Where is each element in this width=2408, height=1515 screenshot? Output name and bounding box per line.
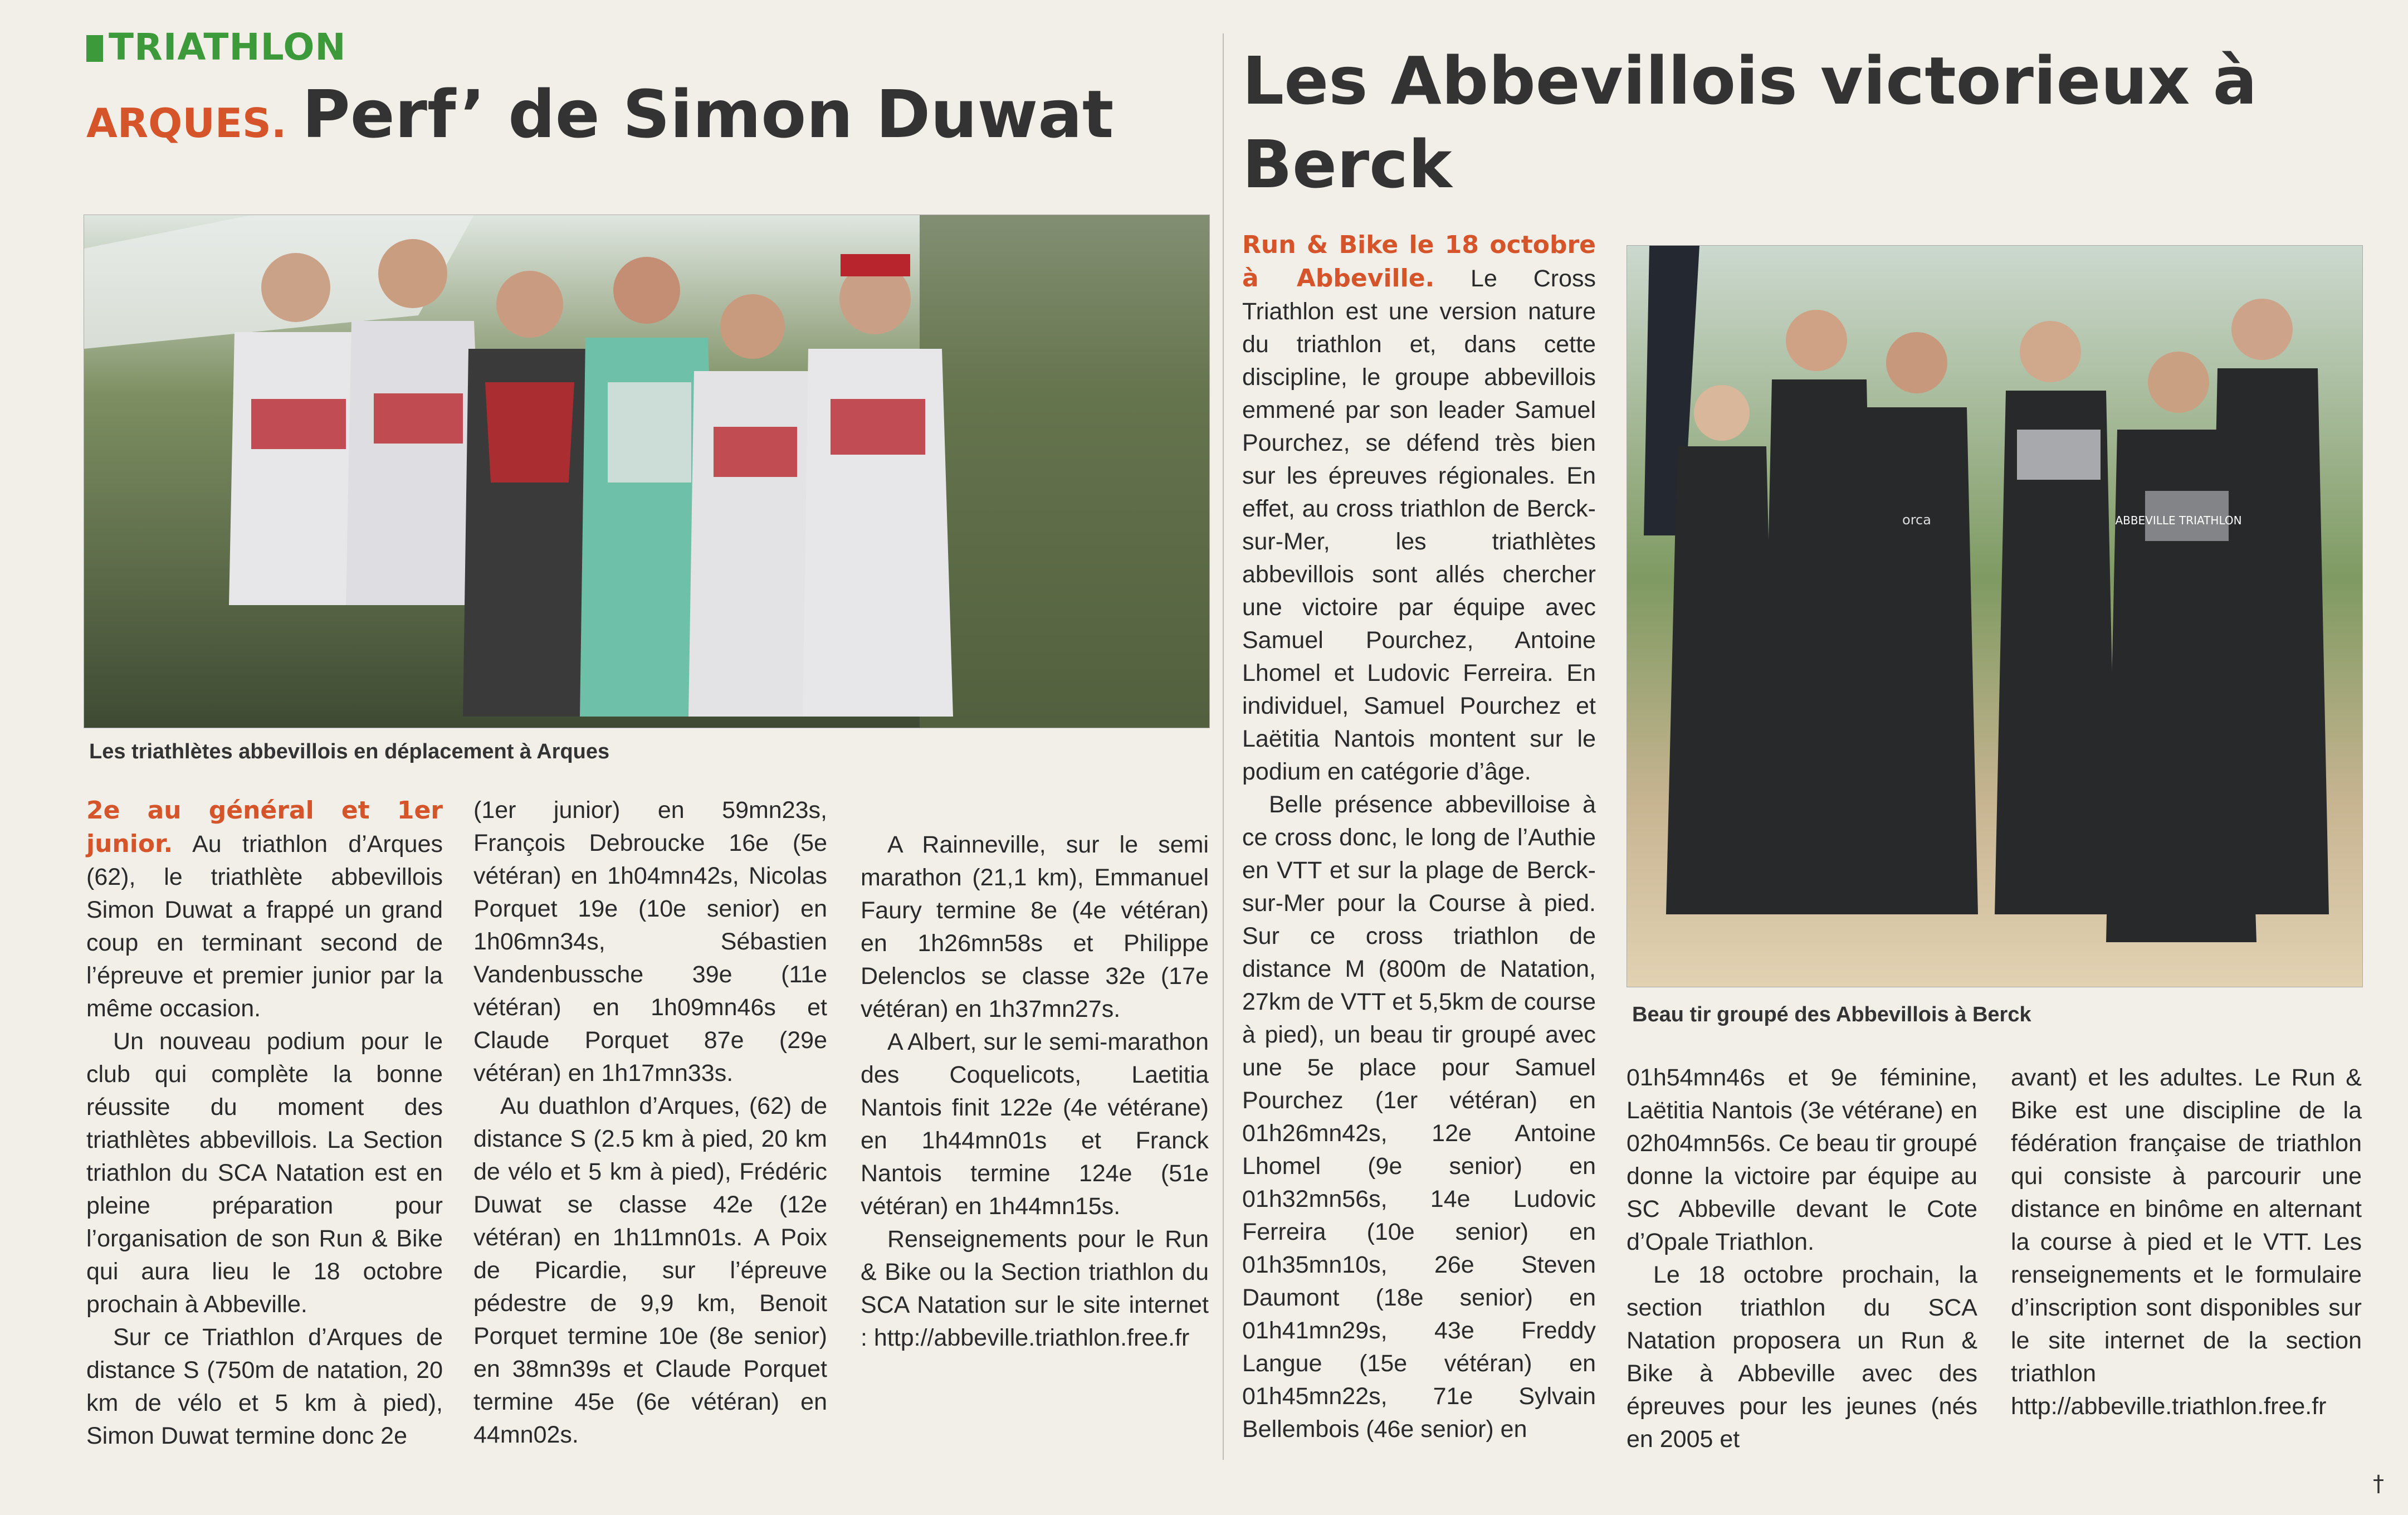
left-col3-para-2: A Albert, sur le semi-marathon des Coquelicots, Laetitia Nantois finit 122e (4e vétérane) en 1h44mn01s et Franck Nantois termine 124e (51e vétéran) en 1h44mn15s. — [861, 1029, 1209, 1220]
left-col3-para-1: A Rainneville, sur le semi marathon (21,1 km), Emmanuel Faury termine 8e (4e vétéran) en 1h26mn58s et Philippe Delenclos se classe 32e (17e vétéran) en 1h37mn27s. — [861, 831, 1209, 1022]
right-col2-para-1: 01h54mn46s et 9e féminine, Laëtitia Nantois (3e vétérane) en 02h04mn56s. Ce beau tir groupé donne la victoire par équipe au SC Abbeville devant le Cote d’Opale Triathlon. — [1627, 1064, 1977, 1255]
left-title: Perf’ de Simon Duwat — [302, 76, 1114, 153]
left-headline — [86, 72, 1113, 177]
left-col1-para-2: Un nouveau podium pour le club qui complète la bonne réussite du moment des triathlètes abbevillois. La Section triathlon du SCA Natation est en pleine préparation pour l’organisation de son Run & Bike qui aura lieu le 18 octobre prochain à Abbeville. — [86, 1028, 443, 1318]
right-col1-p1-text: Le Cross Triathlon est une version nature du triathlon et, dans cette discipline, le groupe abbevillois emmené par son leader Samuel Pourchez, se défend très bien sur les épreuves régionales. En effet, au cross triathlon de Berck-sur-Mer, les triathlètes abbevillois sont allés chercher une victoire par équipe avec Samuel Pourchez, Antoine Lhomel et Ludovic Ferreira. En individuel, Samuel Pourchez et Laëtitia Nantois montent sur le podium en catégorie d’âge. — [1242, 265, 1596, 785]
rubric-label: TRIATHLON — [109, 26, 346, 69]
right-col1-para-1 — [1242, 228, 1596, 788]
left-photo — [84, 215, 1210, 728]
suit-brand-text: orca — [1902, 512, 1931, 528]
left-kicker: ARQUES. — [86, 100, 287, 147]
right-title: Les Abbevillois victorieux à Berck — [1242, 42, 2258, 203]
right-col-3 — [2011, 1061, 2362, 1423]
right-photo-caption: Beau tir groupé des Abbevillois à Berck — [1632, 1003, 2031, 1026]
right-col1-para-2: Belle présence abbevilloise à ce cross donc, le long de l’Authie en VTT et sur la plage de Berck-sur-Mer pour la Course à pied. Sur ce cross triathlon de distance M (800m de Natation, 27km de VTT et 5,5km de course à pied), un beau tir groupé avec une 5e place pour Samuel Pourchez (1er vétéran) en 01h26mn42s, 12e Antoine Lhomel (9e senior) en 01h32mn56s, 14e Ludovic Ferreira (10e senior) en 01h35mn10s, 26e Steven Daumont (18e senior) en 01h41mn29s, 43e Freddy Langue (15e vétéran) en 01h45mn22s, 71e Sylvain Bellembois (46e senior) en — [1242, 791, 1596, 1443]
right-lead: Run & Bike le 18 octobre à Abbeville. — [1242, 231, 1596, 293]
right-col3-para-1: avant) et les adultes. Le Run & Bike est une discipline de la fédération française de triathlon qui consiste à parcourir une distance en binôme en alternant la course à pied et le VTT. Les renseignements et le formulaire d’inscription sont disponibles sur le site internet de la section triathlon http://abbeville.triathlon.free.fr — [2011, 1064, 2362, 1420]
right-col-1 — [1242, 228, 1596, 1446]
left-col2-para-2: Au duathlon d’Arques, (62) de distance S (2.5 km à pied, 20 km de vélo et 5 km à pied), Frédéric Duwat se classe 42e (12e vétéran) en 1h11mn01s. A Poix de Picardie, sur l’épreuve pédestre de 9,9 km, Benoit Porquet termine 10e (8e senior) en 38mn39s et Claude Porquet termine 45e (6e vétéran) en 44mn02s. — [473, 1093, 827, 1448]
left-col2-para-1: (1er junior) en 59mn23s, François Debroucke 16e (5e vétéran) en 1h04mn42s, Nicolas Porquet 19e (10e senior) en 1h06mn34s, Sébastien Vandenbussche 39e (11e vétéran) en 1h09mn46s et Claude Porquet 87e (29e vétéran) en 1h17mn33s. — [473, 797, 827, 1087]
article-divider — [1223, 33, 1224, 1460]
left-photo-caption: Les triathlètes abbevillois en déplacement à Arques — [89, 740, 610, 763]
left-col3-para-3: Renseignements pour le Run & Bike ou la Section triathlon du SCA Natation sur le site internet : http://abbeville.triathlon.free.fr — [861, 1226, 1209, 1351]
page-mark: † — [2373, 1471, 2384, 1497]
left-lead: 2e au général et 1er junior. — [86, 796, 443, 858]
left-col-2 — [473, 794, 827, 1451]
right-col2-para-2: Le 18 octobre prochain, la section triathlon du SCA Natation proposera un Run & Bike à Abbeville avec des épreuves pour les jeunes (nés en 2005 et — [1627, 1261, 1977, 1453]
rubric-square-icon — [86, 35, 103, 62]
left-col1-para-3: Sur ce Triathlon d’Arques de distance S (750m de natation, 20 km de vélo et 5 km à pied), Simon Duwat termine donc 2e — [86, 1324, 443, 1449]
left-col-1 — [86, 794, 443, 1453]
jersey-team-text: ABBEVILLE TRIATHLON — [2115, 514, 2242, 527]
left-col-3 — [861, 829, 1209, 1355]
section-rubric — [86, 28, 346, 67]
left-col1-para-1 — [86, 794, 443, 1025]
left-col1-p1-text: Au triathlon d’Arques (62), le triathlète abbevillois Simon Duwat a frappé un grand coup en terminant second de l’épreuve et premier junior par la même occasion. — [86, 831, 443, 1022]
right-col-2 — [1627, 1061, 1977, 1456]
right-photo — [1627, 245, 2363, 987]
